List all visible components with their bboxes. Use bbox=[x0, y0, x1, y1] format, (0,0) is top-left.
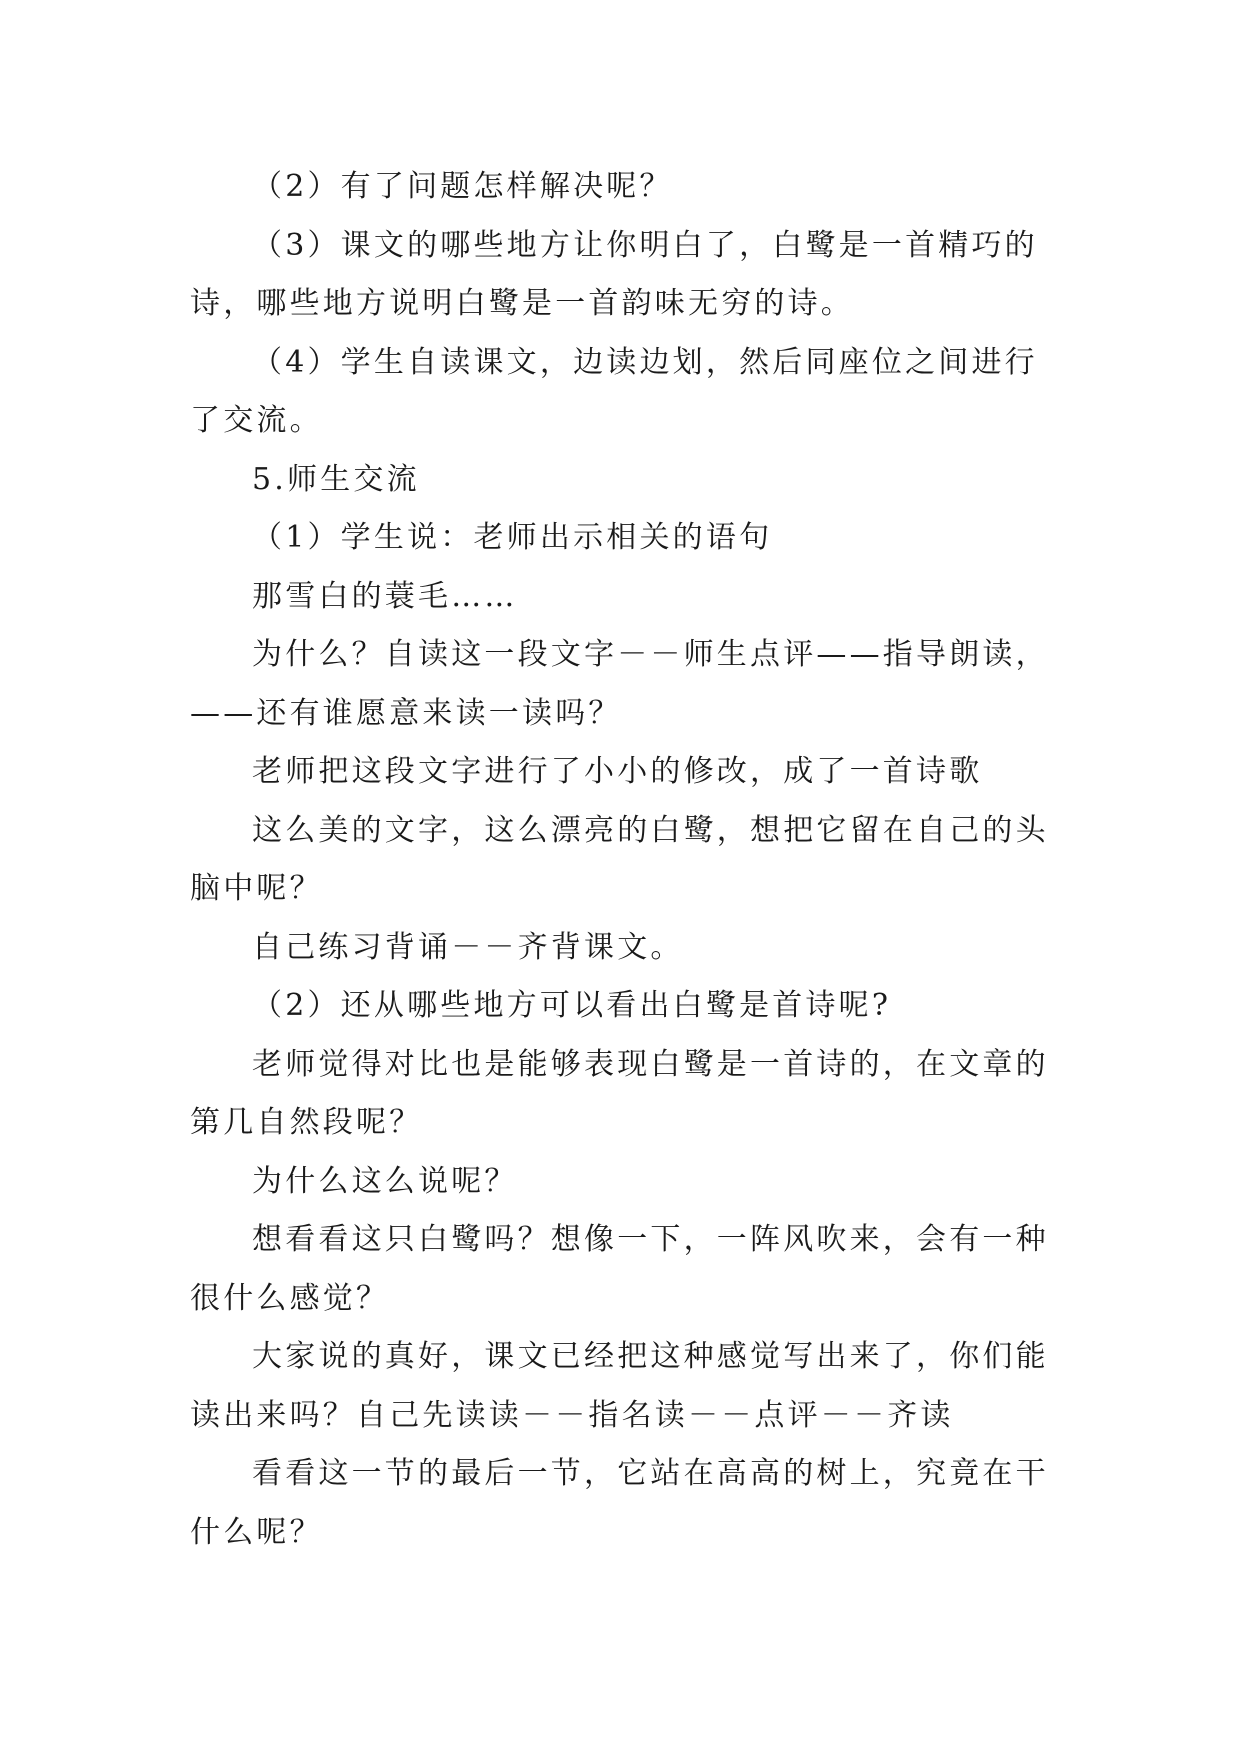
section-heading-5: 5.师生交流 bbox=[252, 461, 420, 497]
document-body bbox=[190, 158, 1058, 1562]
paragraph-question-3: （3）课文的哪些地方让你明白了，白鹭是一首精巧的诗，哪些地方说明白鹭是一首韵味无穷的诗。 bbox=[190, 227, 1038, 321]
paragraph-quote: 那雪白的蓑毛…… bbox=[252, 578, 518, 614]
paragraph-question-4: （4）学生自读课文，边读边划，然后同座位之间进行了交流。 bbox=[190, 344, 1038, 438]
paragraph-beautiful-text: 这么美的文字，这么漂亮的白鹭，想把它留在自己的头脑中呢？ bbox=[190, 812, 1049, 906]
paragraph-question-2: （2）有了问题怎样解决呢？ bbox=[252, 169, 673, 204]
paragraph-well-said: 大家说的真好，课文已经把这种感觉写出来了，你们能读出来吗？自己先读读－－指名读－－点评－－齐读 bbox=[190, 1339, 1049, 1433]
paragraph-imagine: 想看看这只白鹭吗？想像一下，一阵风吹来，会有一种很什么感觉？ bbox=[190, 1222, 1049, 1316]
paragraph-recite: 自己练习背诵－－齐背课文。 bbox=[252, 929, 684, 965]
paragraph-why-say: 为什么这么说呢？ bbox=[252, 1163, 518, 1199]
paragraph-why-read: 为什么？自读这一段文字－－师生点评——指导朗读，——还有谁愿意来读一读吗？ bbox=[190, 637, 1049, 731]
paragraph-last-section: 看看这一节的最后一节，它站在高高的树上，究竟在干什么呢？ bbox=[190, 1456, 1049, 1550]
paragraph-contrast: 老师觉得对比也是能够表现白鹭是一首诗的，在文章的第几自然段呢？ bbox=[190, 1046, 1049, 1140]
paragraph-item-1: （1）学生说：老师出示相关的语句 bbox=[252, 520, 773, 555]
paragraph-item-2: （2）还从哪些地方可以看出白鹭是首诗呢? bbox=[252, 988, 892, 1023]
paragraph-teacher-modify: 老师把这段文字进行了小小的修改，成了一首诗歌 bbox=[252, 754, 983, 789]
